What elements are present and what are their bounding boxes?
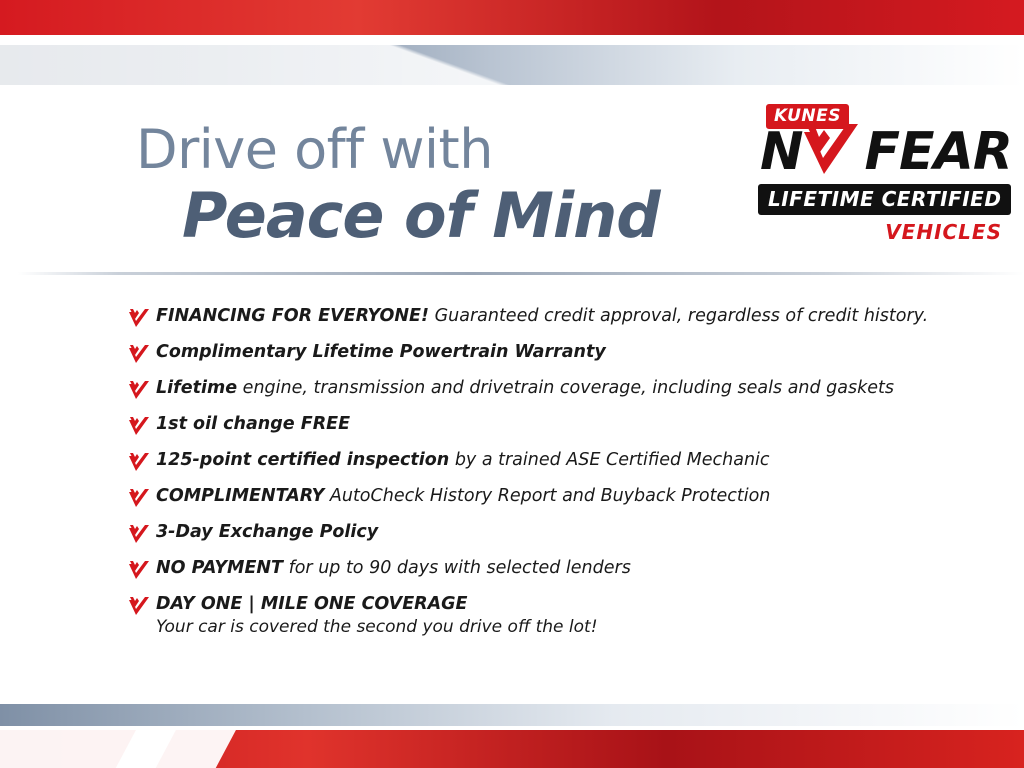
- list-item: [128, 558, 958, 580]
- benefit-bold: Lifetime: [156, 378, 238, 398]
- check-icon: [128, 380, 150, 400]
- benefit-text: [156, 522, 378, 543]
- check-icon: [128, 416, 150, 436]
- benefit-text-group: [156, 594, 598, 637]
- benefit-rest: engine, transmission and drivetrain coverage, including seals and gaskets: [237, 378, 895, 398]
- top-red-banner: [0, 0, 1024, 40]
- benefit-rest: by a trained ASE Certified Mechanic: [449, 450, 770, 470]
- list-item: [128, 594, 958, 637]
- logo-wordmark: [760, 122, 1012, 182]
- benefit-bold: 125-point certified inspection: [156, 450, 450, 470]
- list-item: [128, 486, 958, 508]
- list-item: [128, 378, 958, 400]
- logo-lifetime-banner: LIFETIME CERTIFIED: [758, 184, 1011, 215]
- benefit-rest: for up to 90 days with selected lenders: [283, 558, 631, 578]
- benefit-rest: Guaranteed credit approval, regardless of credit history.: [429, 306, 929, 326]
- benefit-text: [156, 558, 631, 579]
- check-icon: [128, 524, 150, 544]
- bottom-red-banner: [0, 730, 1024, 768]
- logo-wordmark-prefix: N: [760, 122, 803, 182]
- headline-divider: [18, 272, 1024, 275]
- benefit-bold: NO PAYMENT: [156, 558, 283, 578]
- logo-brand-tag: KUNES: [766, 104, 849, 129]
- benefit-bold: 1st oil change FREE: [156, 414, 351, 434]
- list-item: [128, 450, 958, 472]
- benefit-text: [156, 450, 770, 471]
- bottom-steel-banner: [0, 704, 1024, 726]
- check-icon: [128, 308, 150, 328]
- top-steel-wedge: [0, 45, 1024, 85]
- headline-line-2: Peace of Mind: [182, 178, 660, 252]
- kunes-no-fear-logo: [756, 104, 1012, 254]
- list-item: [128, 522, 958, 544]
- list-item: [128, 306, 958, 328]
- headline-line-1: Drive off with: [136, 118, 493, 181]
- benefit-text: [156, 594, 598, 615]
- benefit-text: [156, 378, 894, 399]
- benefit-text: [156, 306, 928, 327]
- benefit-text: [156, 414, 350, 435]
- red-check-icon: [800, 122, 862, 180]
- benefit-subtext: Your car is covered the second you drive off the lot!: [156, 616, 598, 637]
- logo-vehicles-text: VEHICLES: [885, 220, 1002, 244]
- benefit-bold: DAY ONE | MILE ONE COVERAGE: [156, 594, 468, 614]
- benefit-bold: Complimentary Lifetime Powertrain Warranty: [156, 342, 606, 362]
- benefits-list: [128, 306, 958, 651]
- list-item: [128, 342, 958, 364]
- list-item: [128, 414, 958, 436]
- benefit-text: [156, 486, 770, 507]
- benefit-bold: 3-Day Exchange Policy: [156, 522, 379, 542]
- check-icon: [128, 452, 150, 472]
- logo-wordmark-suffix: FEAR: [864, 122, 1012, 182]
- benefit-text: [156, 342, 606, 363]
- check-icon: [128, 344, 150, 364]
- check-icon: [128, 488, 150, 508]
- check-icon: [128, 560, 150, 580]
- check-icon: [128, 596, 150, 616]
- benefit-bold: COMPLIMENTARY: [156, 486, 325, 506]
- benefit-bold: FINANCING FOR EVERYONE!: [156, 306, 429, 326]
- headline-block: [136, 118, 836, 252]
- left-gutter: [0, 85, 18, 683]
- benefit-rest: AutoCheck History Report and Buyback Protection: [324, 486, 771, 506]
